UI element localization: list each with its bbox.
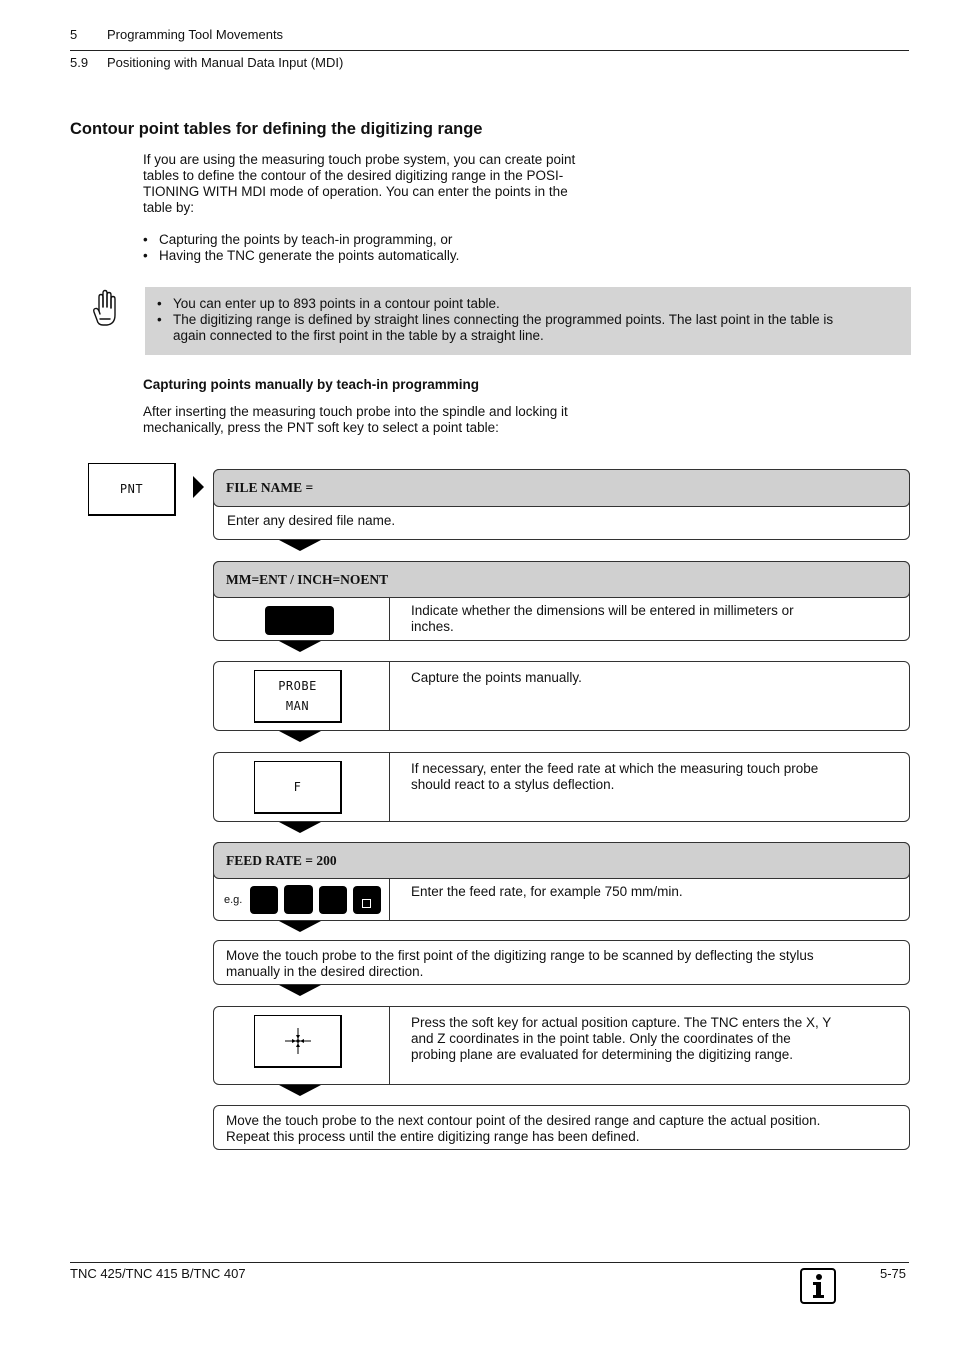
paragraph-line: After inserting the measuring touch probe into the spindle and locking it [143,404,568,419]
footer-page-number: 5-75 [880,1266,907,1281]
feed-rate-description: Enter the feed rate, for example 750 mm/min. [411,884,683,899]
subsection-title: Capturing points manually by teach-in programming [143,377,480,392]
footer-rule [70,1262,909,1263]
intro-line: table by: [143,200,195,215]
ent-key[interactable] [265,606,334,635]
paragraph-line: mechanically, press the PNT soft key to select a point table: [143,420,499,435]
arrow-right-icon [193,476,204,498]
move-first-step: Move the touch probe to the first point of the digitizing range to be scanned by deflecting the stylus manually in the desired direction. [213,940,910,985]
header-chapter-title: Programming Tool Movements [107,27,284,42]
header-rule [70,50,909,51]
digit-key-5[interactable] [284,885,313,914]
intro-paragraph [143,152,575,216]
hand-icon [90,289,122,329]
actual-position-capture-icon [281,1024,315,1058]
intro-line: If you are using the measuring touch probe system, you can create point [143,152,576,167]
column-divider [389,598,390,640]
file-name-description: Enter any desired file name. [227,513,396,528]
column-divider [389,879,390,920]
arrow-down-icon [279,1085,321,1096]
digit-key-0[interactable] [319,886,347,914]
list-item: • Having the TNC generate the points automatically. [143,248,460,263]
feed-rate-prompt: FEED RATE = 200 [213,842,910,879]
column-divider [389,753,390,821]
probe-step [213,661,910,731]
intro-line: tables to define the contour of the desired digitizing range in the POSI- [143,168,564,183]
arrow-down-icon [279,822,321,833]
footer-models: TNC 425/TNC 415 B/TNC 407 [70,1266,246,1281]
units-prompt: MM=ENT / INCH=NOENT [213,561,910,598]
arrow-down-icon [279,985,321,996]
note-box [145,287,911,355]
list-item: • You can enter up to 893 points in a contour point table. [157,296,500,311]
feed-key-step [213,752,910,822]
column-divider [389,662,390,730]
actual-position-capture-softkey[interactable] [254,1015,342,1068]
f-softkey-label: F [293,780,302,794]
section-title: Contour point tables for defining the digitizing range [70,120,483,138]
file-name-prompt: FILE NAME = [213,469,910,507]
intro-line: TIONING WITH MDI mode of operation. You can enter the points in the [143,184,568,199]
units-step [213,561,910,641]
move-next-step: Move the touch probe to the next contour point of the desired range and capture the actual position. Repeat this process until the entire digitizing range has been defined. [213,1105,910,1150]
subsection-paragraph [143,404,568,436]
header-section-number: 5.9 [70,55,89,70]
units-description: Indicate whether the dimensions will be entered in millimeters or inches. [411,603,794,634]
pnt-softkey-label: PNT [119,482,144,496]
header-section-title: Positioning with Manual Data Input (MDI) [107,55,344,70]
softkey-label-line: MAN [285,699,310,713]
probe-description: Capture the points manually. [411,670,582,685]
softkey-label-line: PROBE [278,679,317,693]
feed-rate-step [213,842,910,921]
info-glyph [802,1270,834,1302]
info-icon [800,1268,836,1304]
ent-key[interactable] [353,886,381,914]
arrow-down-icon [279,731,321,742]
list-item: • The digitizing range is defined by straight lines connecting the programmed points. The last point in the table is again connected to the first point in the table by a straight line. [157,312,834,343]
arrow-down-icon [279,540,321,551]
column-divider [389,1007,390,1084]
eg-label: e.g. [224,894,243,906]
capture-description: Press the soft key for actual position capture. The TNC enters the X, Y and Z coordinates in the point table. Only the coordinates of the probing plane are evaluated for determining the digitizing range. [411,1015,832,1062]
f-description: If necessary, enter the feed rate at which the measuring touch probe should react to a stylus deflection. [411,761,819,792]
pnt-softkey[interactable] [88,463,176,516]
digit-key-7[interactable] [250,886,278,914]
file-name-step [213,469,910,540]
ent-square-icon [362,899,371,908]
header-chapter-number: 5 [70,27,78,42]
f-softkey[interactable] [254,761,342,814]
intro-bullet-list [143,232,459,264]
list-item: • Capturing the points by teach-in programming, or [143,232,453,247]
capture-step [213,1006,910,1085]
probe-man-softkey[interactable] [254,670,342,723]
arrow-down-icon [279,921,321,932]
arrow-down-icon [279,641,321,652]
